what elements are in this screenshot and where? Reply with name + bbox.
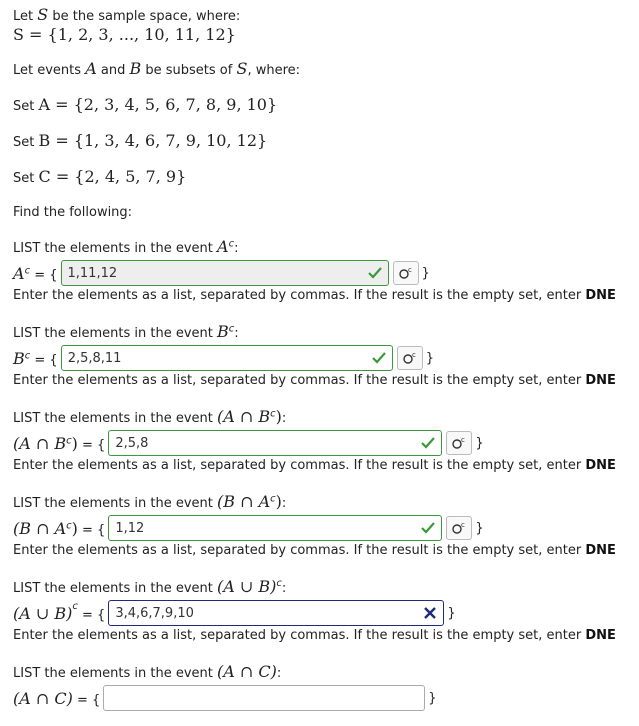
correct-check-icon (371, 350, 387, 366)
correct-check-icon (420, 435, 436, 451)
intro-line-events: Let events A and B be subsets of S, where: (13, 59, 301, 78)
question-3-hint: Enter the elements as a list, separated by commas. If the result is the empty set, enter DNE (13, 458, 616, 473)
set-a-definition: Set A = {2, 3, 4, 5, 6, 7, 8, 9, 10} (13, 95, 278, 114)
question-4-answer-row: (B ∩ $A^c$) = { 1,12 c } (13, 514, 639, 542)
symbol-keyboard-button[interactable] (393, 261, 419, 285)
equation-editor-icon (402, 351, 418, 365)
answer-input-6[interactable] (103, 685, 425, 711)
svg-text:c: c (407, 266, 412, 274)
set-c-definition: Set C = {2, 4, 5, 7, 9} (13, 167, 187, 186)
question-4-hint: Enter the elements as a list, separated by commas. If the result is the empty set, enter DNE (13, 543, 616, 558)
question-6-answer-row: (A ∩ C) = { } (13, 684, 639, 712)
equation-editor-icon (398, 266, 414, 280)
question-3-label: LIST the elements in the event (A ∩ $B^c$): (13, 407, 287, 426)
question-2-label: LIST the elements in the event $B^c$: (13, 322, 239, 341)
question-1-answer-row: $A^c$ = { 1,11,12 c } (13, 259, 639, 287)
symbol-keyboard-button[interactable] (397, 346, 423, 370)
question-2-hint: Enter the elements as a list, separated by commas. If the result is the empty set, enter DNE (13, 373, 616, 388)
symbol-keyboard-button[interactable] (446, 516, 472, 540)
question-5-hint: Enter the elements as a list, separated by commas. If the result is the empty set, enter DNE (13, 628, 616, 643)
answer-input-1[interactable]: 1,11,12 (61, 260, 389, 286)
correct-check-icon (367, 265, 383, 281)
question-2-answer-row: $B^c$ = { 2,5,8,11 c } (13, 344, 639, 372)
question-5-answer-row: (A ∪ B)$^c$ = { 3,4,6,7,9,10 } (13, 599, 639, 627)
question-1-label: LIST the elements in the event $A^c$: (13, 237, 239, 256)
svg-text:c: c (461, 521, 466, 529)
answer-input-5[interactable]: 3,4,6,7,9,10 (108, 600, 444, 626)
svg-text:c: c (461, 436, 466, 444)
equation-editor-icon (451, 436, 467, 450)
question-1-hint: Enter the elements as a list, separated by commas. If the result is the empty set, enter DNE (13, 288, 616, 303)
set-b-definition: Set B = {1, 3, 4, 6, 7, 9, 10, 12} (13, 131, 268, 150)
sample-space-definition: S = {1, 2, 3, ..., 10, 11, 12} (13, 25, 236, 44)
find-instruction: Find the following: (13, 205, 133, 220)
answer-input-3[interactable]: 2,5,8 (108, 430, 442, 456)
question-3-answer-row: (A ∩ $B^c$) = { 2,5,8 c } (13, 429, 639, 457)
incorrect-x-icon (422, 604, 438, 622)
answer-input-2[interactable]: 2,5,8,11 (61, 345, 393, 371)
question-6-label: LIST the elements in the event (A ∩ C): (13, 662, 282, 681)
answer-input-4[interactable]: 1,12 (108, 515, 442, 541)
symbol-keyboard-button[interactable] (446, 431, 472, 455)
svg-text:c: c (411, 351, 416, 359)
intro-line-1: Let S be the sample space, where: (13, 5, 241, 24)
equation-editor-icon (451, 521, 467, 535)
question-5-label: LIST the elements in the event (A ∪ B)$^c$: (13, 577, 287, 596)
correct-check-icon (420, 520, 436, 536)
question-4-label: LIST the elements in the event (B ∩ $A^c$): (13, 492, 287, 511)
